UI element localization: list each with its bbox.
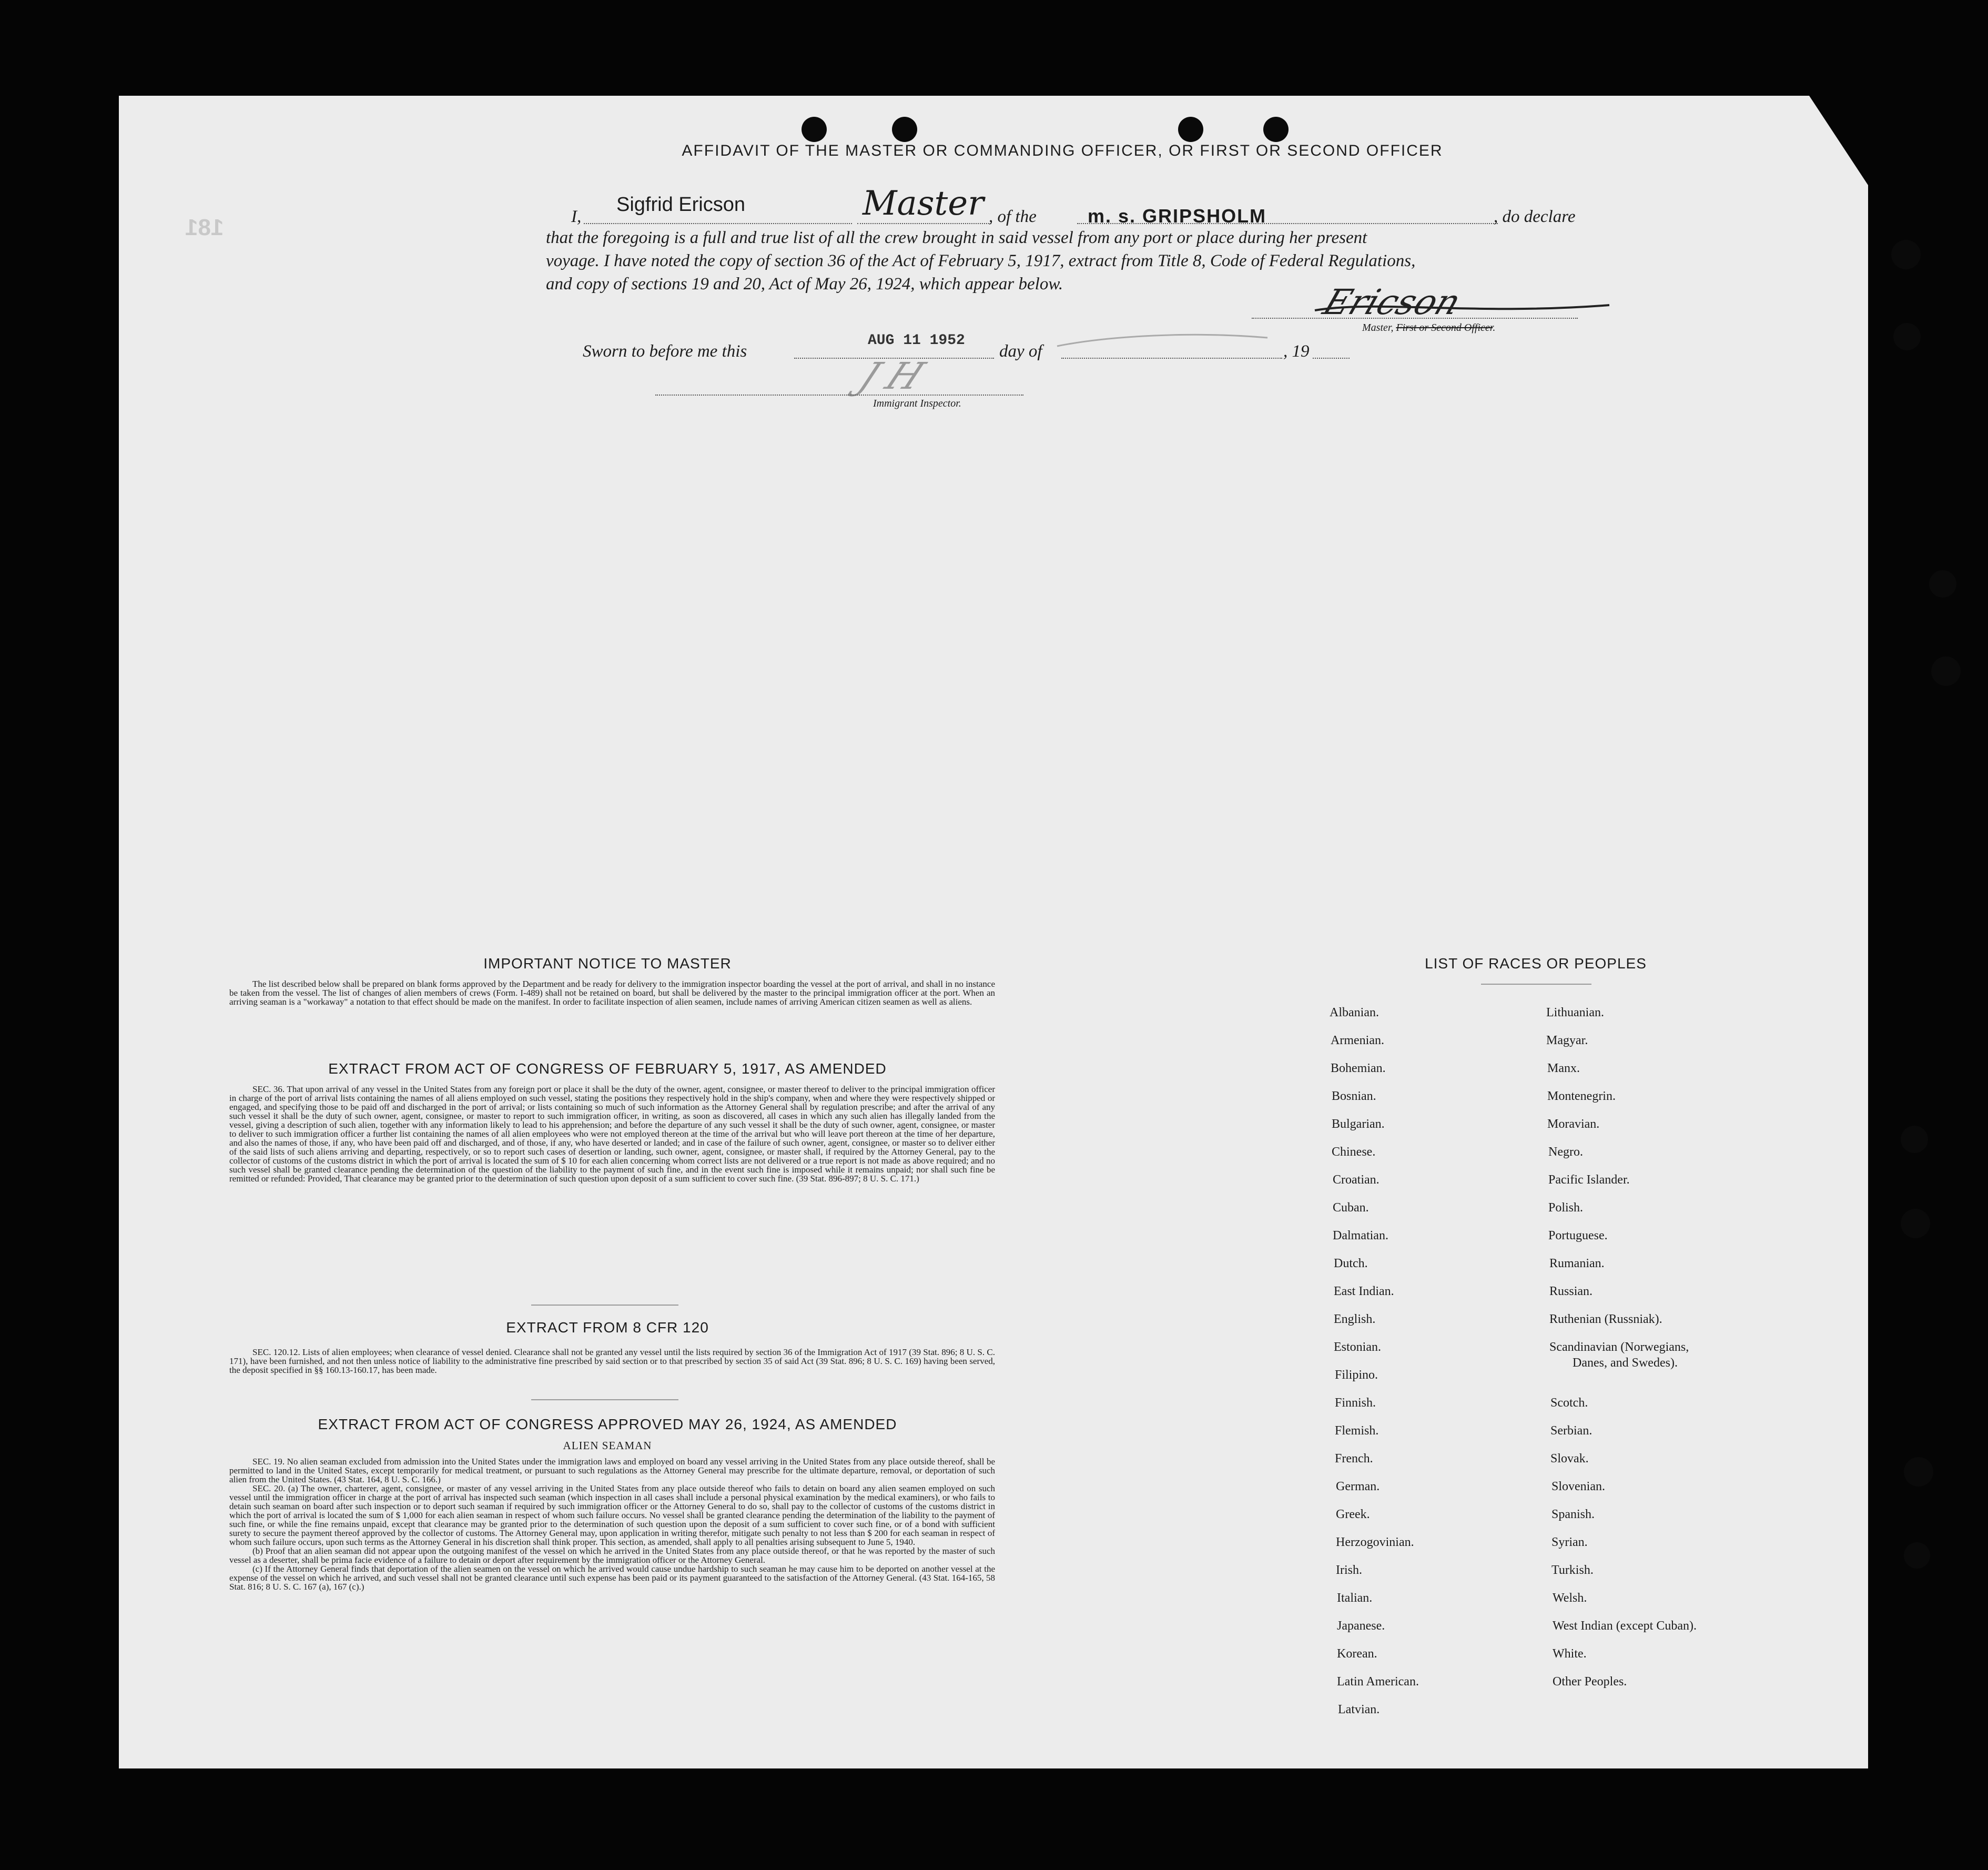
notice-heading: IMPORTANT NOTICE TO MASTER <box>483 955 732 972</box>
race-spanish: Spanish. <box>1551 1508 1595 1521</box>
race-bulgarian: Bulgarian. <box>1332 1117 1385 1131</box>
master-name: Sigfrid Ericson <box>616 194 745 216</box>
notice-text: The list described below shall be prepared on blank forms approved by the Department and be ready for delivery to the immigration inspector boarding the vessel at the port of arrival, and shall in no instance be taken from the vessel. The list of changes of alien members of crews (Form. I-489) shall not be retained on board, but shall be delivered by the master to the principal immigration officer at the port. When an arriving seaman is a "workaway" a notation to that effect should be made on the manifest. In order to facilitate inspection of alien seamen, include names of arriving American citizen seamen as well as aliens. <box>229 979 995 1007</box>
race-rumanian: Rumanian. <box>1549 1257 1605 1270</box>
race-filipino: Filipino. <box>1335 1368 1378 1382</box>
race-estonian: Estonian. <box>1334 1340 1381 1354</box>
inspector-caption: Immigrant Inspector. <box>873 398 961 409</box>
punch-hole-right-5 <box>1901 1126 1928 1153</box>
punch-hole-top-2 <box>892 117 917 142</box>
divider-2 <box>531 1399 678 1400</box>
race-russian: Russian. <box>1549 1285 1593 1298</box>
race-german: German. <box>1336 1480 1380 1493</box>
rank-blank <box>857 223 991 224</box>
declaration-line-2: that the foregoing is a full and true list of all the crew brought in said vessel from any port or place during her present <box>546 228 1367 247</box>
punch-hole-top-4 <box>1263 117 1289 142</box>
race-white: White. <box>1553 1647 1587 1661</box>
signature-blank <box>1252 318 1578 319</box>
race-serbian: Serbian. <box>1550 1424 1593 1438</box>
race-pacific-islander: Pacific Islander. <box>1548 1173 1630 1187</box>
sec36-text: SEC. 36. That upon arrival of any vessel in the United States from any foreign port or place it shall be the duty of the owner, agent, consignee, or master thereof to deliver to the principal immigration officer in charge of the port of arrival lists containing the names of all aliens employed on such vessel, stating the positions they respectively hold in the ship's company, when and where they were respectively shipped or engaged, and specifying those to be paid off and discharged in the port of arrival; or lists containing so much of such information as the Attorney General shall by regulation prescribe; and after the arrival of any such vessel it shall be the duty of such owner, agent, consignee, or master to report to such immigration officer, in writing, as soon as discovered, all cases in which any such alien has illegally landed from the vessel, giving a description of such alien, together with any information likely to lead to his apprehension; and before the departure of any such vessel it shall be the duty of such owner, agent, consignee, or master to deliver to such immigration officer a further list containing the names of all alien employees who were not employed thereon at the time of the arrival but who will leave port thereon at the time of her departure, and also the names of those, if any, who have been paid off and discharged, and of those, if any, who have deserted or landed; and in case of the failure of such owner, agent, consignee, or master so to deliver either of the said lists of such aliens arriving and departing, respectively, or so to report such cases of desertion or landing, such owner, agent, consignee, or master shall, if required by the Attorney General, pay to the collector of customs of the customs district in which the port of arrival is located the sum of $ 10 for each alien concerning whom correct lists are not delivered or a true report is not made as above required; and no such vessel shall be granted clearance pending the determination of the question of the liability to the payment of such fine, and in the event such fine is imposed while it remains unpaid; nor shall such fine be remitted or refunded: Provided, That clearance may be granted prior to the determination of such question upon deposit of a sum sufficient to cover such fine. (39 Stat. 896-897; 8 U. S. C. 171.) <box>229 1084 995 1184</box>
affidavit-title: AFFIDAVIT OF THE MASTER OR COMMANDING OFFICER, OR FIRST OR SECOND OFFICER <box>682 142 1443 159</box>
race-turkish: Turkish. <box>1551 1563 1594 1577</box>
race-lithuanian: Lithuanian. <box>1546 1006 1604 1019</box>
race-welsh: Welsh. <box>1553 1591 1587 1605</box>
races-underline <box>1481 984 1591 985</box>
sec20c-text: (c) If the Attorney General finds that deportation of the alien seamen on the vessel on which he arrived would cause undue hardship to such seaman he may cause him to be deported on another vessel at the expense of the vessel on which he arrived, and such vessel shall not be granted clearance until such expense has been paid or its payment guaranteed to the satisfaction of the Attorney General. (43 Stat. 164-165, 58 Stat. 816; 8 U. S. C. 167 (a), 167 (c).) <box>229 1564 995 1592</box>
caption-struck: First or Second Officer <box>1396 322 1493 333</box>
race-finnish: Finnish. <box>1335 1396 1376 1410</box>
declaration-line-3: voyage. I have noted the copy of section 36 of the Act of February 5, 1917, extract from Title 8, Code of Federal Regulations, <box>546 251 1416 270</box>
race-latin-american: Latin American. <box>1337 1675 1419 1689</box>
race-magyar: Magyar. <box>1546 1034 1588 1047</box>
race-flemish: Flemish. <box>1335 1424 1379 1438</box>
signature-flourish <box>1315 300 1609 316</box>
vessel-blank <box>1077 223 1498 224</box>
extract-1917-body <box>229 1085 995 1183</box>
margin-stamp: 181 <box>185 215 224 240</box>
race-greek: Greek. <box>1336 1508 1370 1521</box>
torn-corner <box>1809 96 1868 185</box>
race-french: French. <box>1335 1452 1373 1465</box>
race-dalmatian: Dalmatian. <box>1333 1229 1388 1242</box>
declaration-line-4: and copy of sections 19 and 20, Act of May 26, 1924, which appear below. <box>546 275 1063 294</box>
year-label: , 19 <box>1283 342 1310 361</box>
punch-hole-right-1 <box>1891 240 1921 269</box>
punch-hole-right-7 <box>1904 1457 1933 1487</box>
race-armenian: Armenian. <box>1331 1034 1384 1047</box>
sec20b-text: (b) Proof that an alien seaman did not appear upon the outgoing manifest of the vessel on which he arrived in the United States from any place outside thereof, or that he was reported by the master of such vessel as a deserter, shall be prima facie evidence of a failure to detain or deport after requirement by the immigration officer or the Attorney General. <box>229 1546 995 1565</box>
extract-1924-heading: EXTRACT FROM ACT OF CONGRESS APPROVED MAY 26, 1924, AS AMENDED <box>318 1416 897 1432</box>
race-bosnian: Bosnian. <box>1332 1089 1376 1103</box>
races-heading: LIST OF RACES OR PEOPLES <box>1425 955 1647 972</box>
punch-hole-right-4 <box>1931 656 1961 686</box>
race-herzogovinian: Herzogovinian. <box>1336 1535 1414 1549</box>
race-other-peoples: Other Peoples. <box>1553 1675 1627 1689</box>
punch-hole-top-1 <box>802 117 827 142</box>
punch-hole-right-8 <box>1904 1542 1930 1569</box>
race-chinese: Chinese. <box>1332 1145 1376 1159</box>
caption-end: . <box>1493 322 1496 333</box>
race-negro: Negro. <box>1548 1145 1583 1159</box>
race-japanese: Japanese. <box>1337 1619 1385 1633</box>
month-blank <box>1061 358 1282 359</box>
race-scandinavian: Scandinavian (Norwegians, <box>1549 1340 1689 1354</box>
signature-caption <box>1362 322 1495 334</box>
race-slovak: Slovak. <box>1550 1452 1589 1465</box>
race-slovenian: Slovenian. <box>1551 1480 1605 1493</box>
race-west-indian: West Indian (except Cuban). <box>1553 1619 1697 1633</box>
extract-1917-heading: EXTRACT FROM ACT OF CONGRESS OF FEBRUARY 5, 1917, AS AMENDED <box>328 1060 887 1077</box>
sworn-stroke <box>1057 331 1267 347</box>
name-blank <box>584 223 852 224</box>
inspector-blank <box>655 395 1023 396</box>
race-italian: Italian. <box>1337 1591 1373 1605</box>
race-manx: Manx. <box>1547 1062 1580 1075</box>
race-english: English. <box>1334 1312 1376 1326</box>
punch-hole-right-3 <box>1929 570 1956 598</box>
do-declare-label: , do declare <box>1494 207 1576 226</box>
punch-hole-right-2 <box>1893 323 1921 350</box>
race-dutch: Dutch. <box>1334 1257 1368 1270</box>
race-scandinavian-cont: Danes, and Swedes). <box>1573 1356 1678 1370</box>
date-stamp: AUG 11 1952 <box>868 332 965 349</box>
sec19-text: SEC. 19. No alien seaman excluded from admission into the United States under the immigration laws and employed on board any vessel arriving in the United States from any place outside thereof, shall be permitted to land in the United States, except temporarily for medical treatment, or pursuant to such regulations as the Attorney General may prescribe for the ultimate departure, removal, or deportation of such alien from the United States. (43 Stat. 164, 8 U. S. C. 166.) <box>229 1457 995 1484</box>
sec120-text: SEC. 120.12. Lists of alien employees; when clearance of vessel denied. Clearance shall not be granted any vessel until the lists required by section 36 of the Immigration Act of 1917 (39 Stat. 896; 8 U. S. C. 171), have been furnished, and not then unless notice of liability to the administrative fine prescribed by said section or to that prescribed by section 35 of said Act (39 Stat. 896; 8 U. S. C. 169) having been served, the deposit specified in §§ 160.13-160.17, has been made. <box>229 1347 995 1375</box>
race-latvian: Latvian. <box>1338 1703 1380 1716</box>
race-bohemian: Bohemian. <box>1331 1062 1386 1075</box>
vessel-name: m. s. GRIPSHOLM <box>1088 205 1267 227</box>
punch-hole-right-6 <box>1901 1209 1930 1238</box>
master-rank: Master <box>863 184 984 223</box>
divider-1 <box>531 1305 678 1306</box>
race-ruthenian: Ruthenian (Russniak). <box>1549 1312 1662 1326</box>
race-albanian: Albanian. <box>1330 1006 1379 1019</box>
punch-hole-top-3 <box>1178 117 1203 142</box>
race-syrian: Syrian. <box>1551 1535 1588 1549</box>
race-scotch: Scotch. <box>1550 1396 1588 1410</box>
extract-cfr-body <box>229 1348 995 1374</box>
race-moravian: Moravian. <box>1547 1117 1600 1131</box>
day-of-label: day of <box>999 342 1042 361</box>
race-cuban: Cuban. <box>1333 1201 1369 1215</box>
notice-body <box>229 979 995 1006</box>
alien-seaman-subheading: ALIEN SEAMAN <box>563 1439 652 1452</box>
sec20a-text: SEC. 20. (a) The owner, charterer, agent, consignee, or master of any vessel arriving in the United States from any place outside thereof who fails to detain on board any alien seamen employed on such vessel until the immigration officer in charge at the port of arrival has inspected such seaman (which inspection in all cases shall include a personal physical examination by the medical examiners), or who fails to detain such seaman on board after such inspection or to deport such seaman if required by such immigration officer or the Attorney General to do so, shall pay to the collector of customs of the customs district in which the port of arrival is located the sum of $ 1,000 for each alien seaman in respect of whom such failure occurs. No vessel shall be granted clearance pending the determination of the liability to the payment of such fine, or while the fine remains unpaid, except that clearance may be granted prior to the determination of such question upon the deposit of a sum sufficient to cover such fine, or of a bond with sufficient surety to secure the payment thereof approved by the collector of customs. The Attorney General may, upon application in writing therefor, mitigate such penalty to not less than $ 200 for each seaman in respect of whom such failure occurs, upon such terms as the Attorney General in his discretion shall think proper. This section, as amended, shall apply to all penalties arising subsequent to June 5, 1940. <box>229 1483 995 1547</box>
race-irish: Irish. <box>1336 1563 1362 1577</box>
sworn-label: Sworn to before me this <box>583 342 747 361</box>
extract-1924-body <box>229 1457 995 1591</box>
year-blank <box>1313 358 1350 359</box>
i-label: I, <box>571 207 582 226</box>
race-korean: Korean. <box>1337 1647 1377 1661</box>
master-signature: Ericson <box>1317 282 1466 322</box>
race-polish: Polish. <box>1548 1201 1584 1215</box>
inspector-signature: J H <box>852 355 931 398</box>
caption-master: Master, <box>1362 322 1396 333</box>
race-east-indian: East Indian. <box>1334 1285 1394 1298</box>
race-montenegrin: Montenegrin. <box>1547 1089 1616 1103</box>
race-croatian: Croatian. <box>1333 1173 1380 1187</box>
of-the-label: , of the <box>989 207 1037 226</box>
race-portuguese: Portuguese. <box>1548 1229 1608 1242</box>
extract-cfr-heading: EXTRACT FROM 8 CFR 120 <box>506 1319 709 1336</box>
